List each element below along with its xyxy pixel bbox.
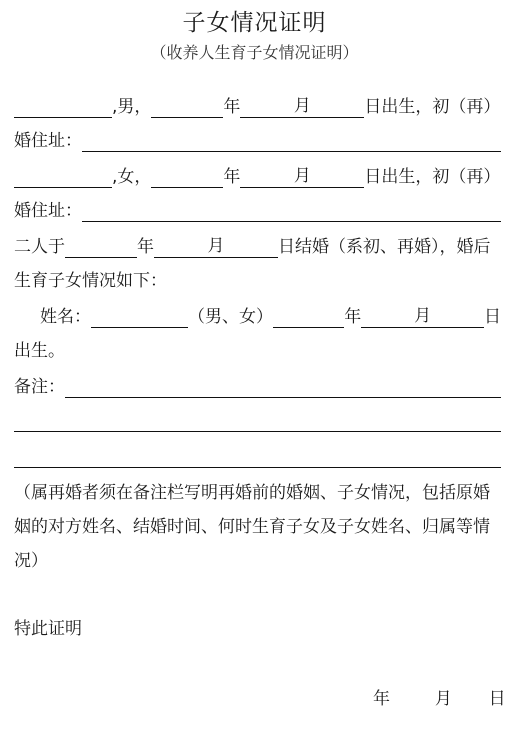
male-address-row — [14, 124, 501, 152]
child-row — [40, 300, 501, 328]
child-birth-year-field[interactable] — [273, 305, 344, 328]
remarriage-note: （属再婚者须在备注栏写明再婚前的婚姻、子女情况，包括原婚姻的对方姓名、结婚时间、何时生育子女及子女姓名、归属等情况） — [14, 483, 490, 571]
male-name-field[interactable] — [14, 95, 112, 118]
date-day-label: 日 — [488, 689, 506, 709]
children-intro: 生育子女情况如下： — [14, 271, 167, 291]
marriage-month-field[interactable] — [154, 235, 278, 258]
children-intro-row — [14, 264, 501, 292]
remark-row-3 — [14, 440, 501, 468]
document-title: 子女情况证明 — [182, 10, 327, 36]
remark-field-3[interactable] — [14, 445, 501, 468]
year-label: 年 — [137, 237, 154, 257]
remark-label: 备注： — [14, 377, 65, 397]
signature-date — [373, 684, 506, 709]
child-birth-month-field[interactable] — [361, 305, 484, 328]
year-label: 年 — [223, 97, 241, 117]
month-label: 月 — [207, 236, 225, 256]
marriage-year-field[interactable] — [65, 235, 137, 258]
day-label: 日 — [484, 307, 501, 327]
male-info-row — [14, 90, 501, 118]
remark-field-1[interactable] — [65, 375, 501, 398]
marriage-prefix: 二人于 — [14, 237, 65, 257]
remark-field-2[interactable] — [14, 409, 501, 432]
remark-row — [14, 370, 501, 398]
marriage-day-label: 日结婚（系初、再婚），婚后 — [278, 237, 491, 257]
month-label: 月 — [414, 306, 432, 326]
female-info-row — [14, 160, 501, 188]
address-label: 婚住址： — [14, 201, 82, 221]
female-birth-month-field[interactable] — [240, 165, 364, 188]
remark-row-2 — [14, 404, 501, 432]
female-label: ,女， — [112, 167, 152, 187]
born-label: 出生。 — [14, 341, 65, 361]
female-address-row — [14, 194, 501, 222]
child-name-label: 姓名： — [40, 307, 91, 327]
birth-marriage-label: 日出生，初（再） — [364, 167, 501, 187]
male-label: ,男， — [112, 97, 152, 117]
female-address-field[interactable] — [82, 199, 501, 222]
address-label: 婚住址： — [14, 131, 82, 151]
year-label: 年 — [344, 307, 362, 327]
date-month-label: 月 — [434, 689, 452, 709]
male-birth-year-field[interactable] — [151, 95, 223, 118]
document-subtitle: （收养人生育子女情况证明） — [150, 43, 359, 62]
child-name-field[interactable] — [91, 305, 188, 328]
year-label: 年 — [223, 167, 241, 187]
certify-text: 特此证明 — [14, 619, 82, 639]
child-gender-label: （男、女） — [188, 307, 273, 327]
female-name-field[interactable] — [14, 165, 112, 188]
month-label: 月 — [293, 96, 311, 116]
marriage-row — [14, 230, 501, 258]
date-year-label: 年 — [373, 689, 390, 709]
female-birth-year-field[interactable] — [151, 165, 223, 188]
male-address-field[interactable] — [82, 129, 501, 152]
male-birth-month-field[interactable] — [240, 95, 364, 118]
birth-marriage-label: 日出生，初（再） — [364, 97, 501, 117]
born-row — [14, 334, 501, 362]
month-label: 月 — [293, 166, 311, 186]
